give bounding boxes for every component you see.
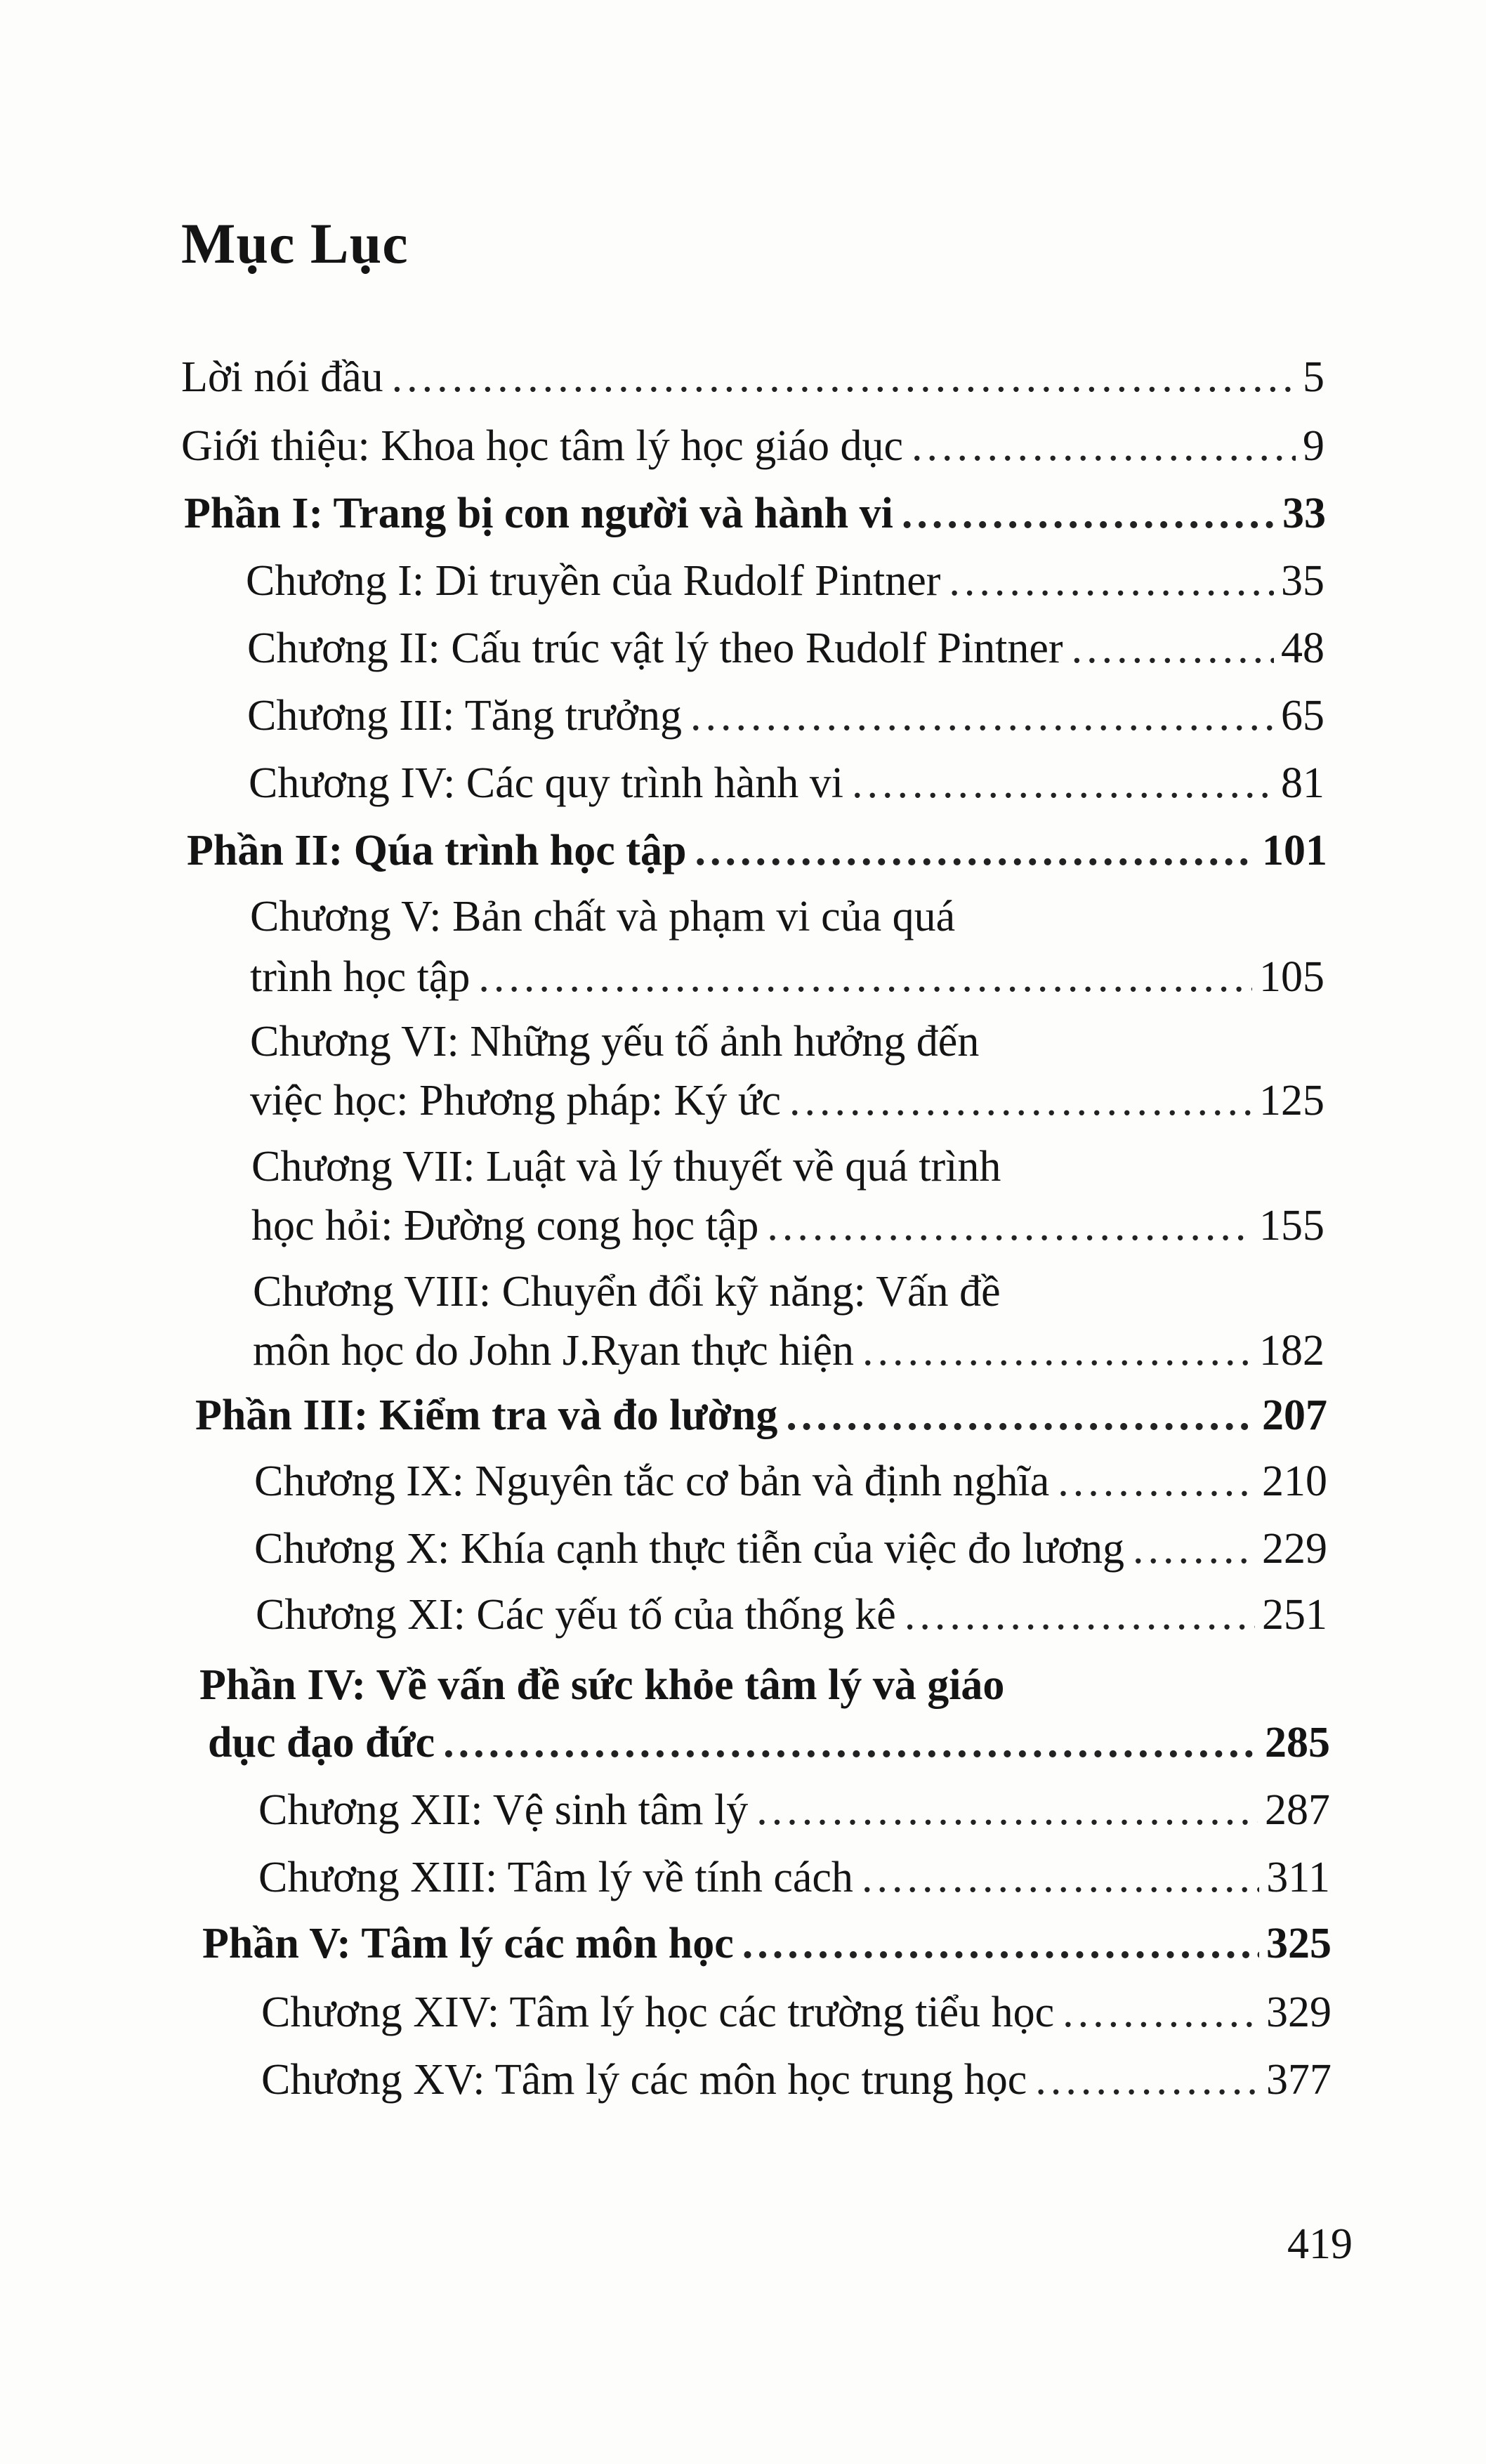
dot-leader <box>905 1583 1255 1646</box>
dot-leader <box>852 752 1274 815</box>
dot-leader <box>1063 1981 1259 2044</box>
dot-leader <box>862 1846 1259 1909</box>
toc-entry-page: 81 <box>1281 759 1324 807</box>
toc-entry-page: 125 <box>1259 1077 1324 1125</box>
toc-chapter-14 <box>261 1981 1332 2044</box>
toc-entry-label: Phần I: Trang bị con người và hành vi <box>184 490 893 537</box>
dot-leader <box>786 1384 1255 1447</box>
toc-chapter-9 <box>254 1450 1327 1513</box>
toc-entry-label: Chương XI: Các yếu tố của thống kê <box>256 1591 896 1639</box>
toc-entry-label: Chương XIII: Tâm lý về tính cách <box>258 1854 853 1901</box>
toc-entry-label: Phần II: Qúa trình học tập <box>187 827 687 874</box>
toc-entry-page: 155 <box>1259 1202 1324 1250</box>
dot-leader <box>1058 1450 1255 1513</box>
toc-entry-label: Chương XIV: Tâm lý học các trường tiểu học <box>261 1988 1055 2036</box>
dot-leader <box>1072 617 1274 680</box>
toc-chapter-6-line-1: Chương VI: Những yếu tố ảnh hưởng đến <box>250 1018 980 1066</box>
toc-entry-label: việc học: Phương pháp: Ký ức <box>250 1077 782 1125</box>
toc-entry-label: học hỏi: Đường cong học tập <box>251 1202 759 1250</box>
toc-entry-page: 207 <box>1262 1391 1327 1439</box>
toc-chapter-10 <box>254 1517 1327 1580</box>
page-title: Mục Lục <box>181 211 409 275</box>
toc-entry-page: 311 <box>1266 1854 1330 1901</box>
toc-entry-preface <box>181 346 1324 409</box>
toc-chapter-4 <box>249 752 1324 815</box>
dot-leader <box>767 1194 1252 1257</box>
toc-chapter-8-line-1: Chương VIII: Chuyển đổi kỹ năng: Vấn đề <box>253 1268 1001 1316</box>
toc-chapter-1 <box>246 549 1324 612</box>
toc-part-1 <box>184 482 1326 545</box>
toc-part-5 <box>202 1912 1332 1975</box>
toc-entry-label: Chương X: Khía cạnh thực tiễn của việc đo lương <box>254 1525 1125 1573</box>
toc-entry-label: Chương IV: Các quy trình hành vi <box>249 759 844 807</box>
toc-entry-label: Chương II: Cấu trúc vật lý theo Rudolf Pintner <box>247 624 1063 672</box>
toc-entry-label: Phần V: Tâm lý các môn học <box>202 1920 734 1967</box>
dot-leader <box>1133 1517 1255 1580</box>
page-number: 419 <box>1287 2220 1353 2268</box>
dot-leader <box>392 346 1296 409</box>
toc-chapter-7-line-1: Chương VII: Luật và lý thuyết về quá trình <box>251 1143 1001 1191</box>
toc-entry-page: 33 <box>1282 490 1326 537</box>
dot-leader <box>478 945 1252 1009</box>
toc-entry-page: 287 <box>1265 1786 1330 1834</box>
toc-entry-label: Giới thiệu: Khoa học tâm lý học giáo dục <box>181 422 903 470</box>
toc-chapter-5-line-1: Chương V: Bản chất và phạm vi của quá <box>250 893 956 941</box>
toc-entry-page: 105 <box>1259 953 1324 1001</box>
toc-entry-label: môn học do John J.Ryan thực hiện <box>253 1327 854 1375</box>
toc-entry-page: 5 <box>1303 353 1324 401</box>
toc-entry-label: Chương IX: Nguyên tắc cơ bản và định nghĩa <box>254 1457 1050 1505</box>
dot-leader <box>443 1711 1258 1774</box>
toc-chapter-11 <box>256 1583 1327 1646</box>
toc-chapter-5 <box>250 945 1324 1009</box>
toc-entry-page: 329 <box>1266 1988 1332 2036</box>
dot-leader <box>695 819 1255 882</box>
toc-chapter-15 <box>261 2048 1332 2111</box>
toc-entry-page: 285 <box>1265 1719 1330 1767</box>
toc-entry-label: Chương I: Di truyền của Rudolf Pintner <box>246 557 941 605</box>
toc-part-2 <box>187 819 1327 882</box>
toc-chapter-2 <box>247 617 1324 680</box>
toc-entry-page: 377 <box>1266 2056 1332 2104</box>
toc-entry-label: trình học tập <box>250 953 471 1001</box>
dot-leader <box>756 1778 1258 1842</box>
toc-entry-label: Chương XV: Tâm lý các môn học trung học <box>261 2056 1027 2104</box>
dot-leader <box>902 482 1275 545</box>
dot-leader <box>1035 2048 1259 2111</box>
dot-leader <box>690 684 1274 747</box>
toc-entry-page: 325 <box>1266 1920 1332 1967</box>
toc-entry-label: Phần III: Kiểm tra và đo lường <box>195 1391 778 1439</box>
toc-entry-page: 182 <box>1259 1327 1324 1375</box>
toc-chapter-12 <box>258 1778 1330 1842</box>
toc-entry-page: 9 <box>1303 422 1324 470</box>
dot-leader <box>949 549 1274 612</box>
toc-entry-label: Chương XII: Vệ sinh tâm lý <box>258 1786 749 1834</box>
toc-chapter-6 <box>250 1069 1324 1132</box>
dot-leader <box>862 1319 1252 1382</box>
toc-entry-page: 101 <box>1262 827 1327 874</box>
toc-chapter-8 <box>253 1319 1324 1382</box>
toc-part-4-line-1: Phần IV: Về vấn đề sức khỏe tâm lý và giáo <box>199 1661 1005 1709</box>
toc-entry-introduction <box>181 414 1324 478</box>
toc-entry-page: 35 <box>1281 557 1324 605</box>
toc-entry-page: 48 <box>1281 624 1324 672</box>
toc-entry-label: Lời nói đầu <box>181 353 383 401</box>
dot-leader <box>742 1912 1259 1975</box>
toc-part-4 <box>208 1711 1330 1774</box>
toc-entry-label: dục đạo đức <box>208 1719 435 1767</box>
toc-chapter-3 <box>247 684 1324 747</box>
toc-entry-page: 65 <box>1281 692 1324 740</box>
toc-entry-page: 229 <box>1262 1525 1327 1573</box>
toc-entry-label: Chương III: Tăng trưởng <box>247 692 682 740</box>
toc-part-3 <box>195 1384 1327 1447</box>
toc-entry-page: 210 <box>1262 1457 1327 1505</box>
dot-leader <box>912 414 1296 478</box>
toc-entry-page: 251 <box>1262 1591 1327 1639</box>
toc-chapter-7 <box>251 1194 1324 1257</box>
dot-leader <box>789 1069 1252 1132</box>
toc-chapter-13 <box>258 1846 1330 1909</box>
